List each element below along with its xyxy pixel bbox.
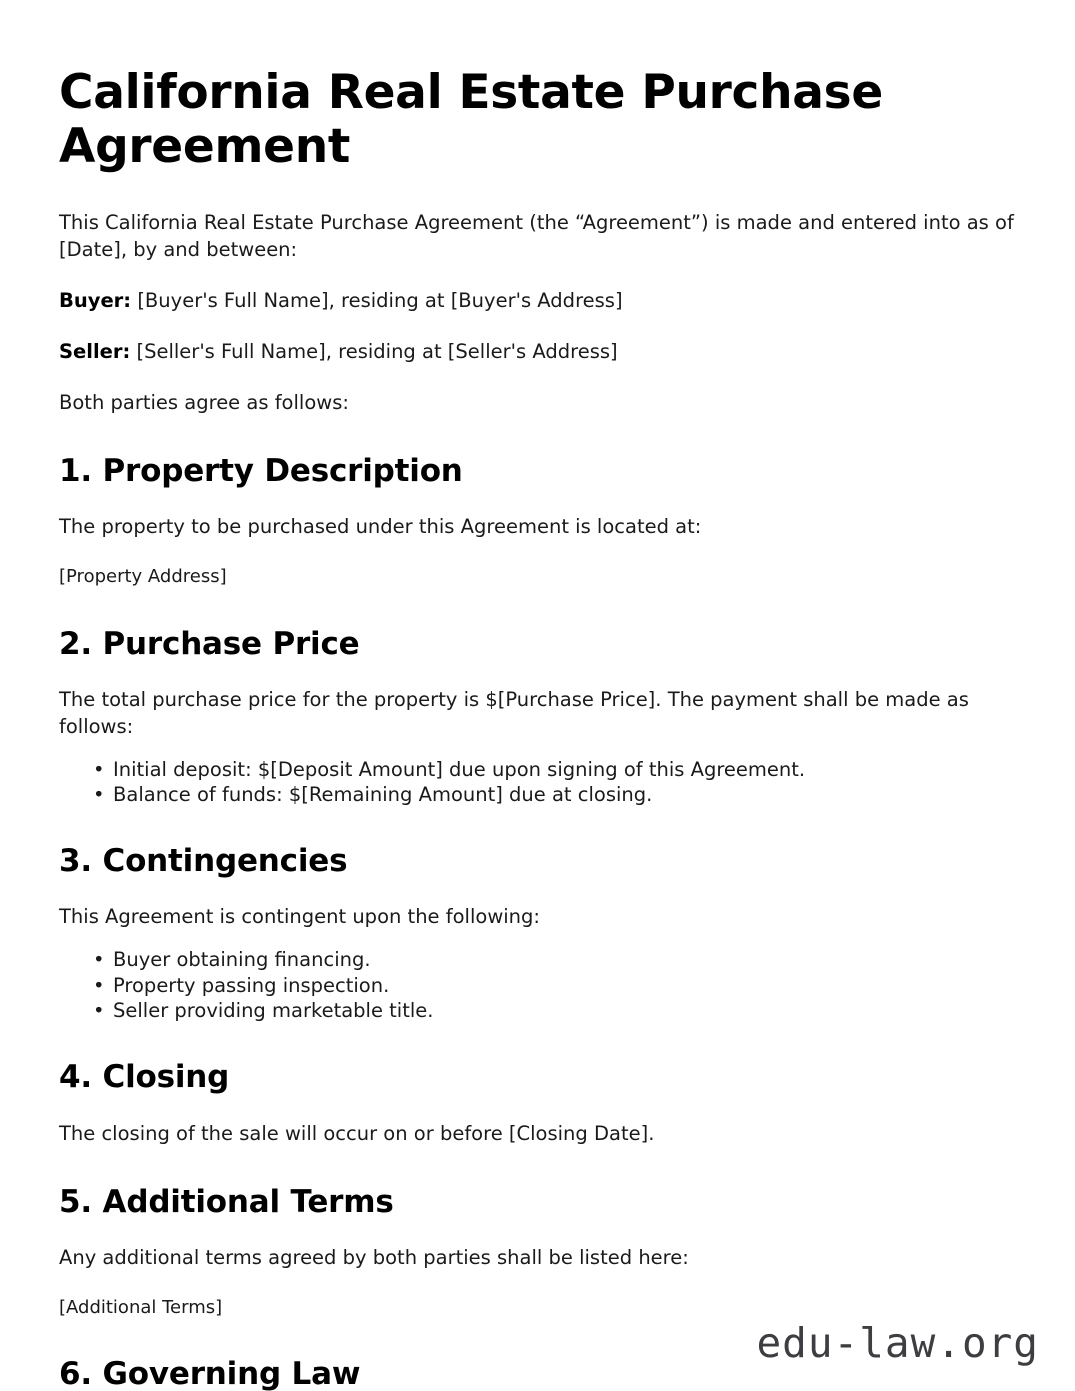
section-3-paragraph: This Agreement is contingent upon the following: (59, 905, 540, 929)
additional-terms-placeholder: [Additional Terms] (59, 1296, 223, 1318)
site-watermark: edu-law.org (756, 1319, 1039, 1367)
section-heading-purchase-price: 2. Purchase Price (59, 625, 360, 662)
section-5-paragraph: Any additional terms agreed by both parties shall be listed here: (59, 1245, 689, 1269)
contingencies-list (59, 931, 1015, 1023)
section-heading-governing-law: 6. Governing Law (59, 1356, 361, 1391)
section-heading-additional-terms: 5. Additional Terms (59, 1183, 394, 1220)
purchase-price-list (59, 741, 1015, 808)
both-parties-agree-line: Both parties agree as follows: (59, 390, 349, 414)
buyer-line (59, 264, 1015, 315)
section-1-paragraph: The property to be purchased under this Agreement is located at: (59, 514, 702, 538)
section-4-paragraph: The closing of the sale will occur on or before [Closing Date]. (59, 1121, 655, 1145)
seller-value: [Seller's Full Name], residing at [Seller's Address] (136, 339, 618, 363)
list-item: • Seller providing marketable title. (59, 998, 1015, 1023)
list-item: • Balance of funds: $[Remaining Amount] due at closing. (59, 782, 1015, 807)
section-heading-contingencies: 3. Contingencies (59, 843, 348, 880)
section-heading-property-description: 1. Property Description (59, 452, 463, 489)
section-2-paragraph: The total purchase price for the property is $[Purchase Price]. The payment shall be made as follows: (59, 687, 969, 738)
buyer-value: [Buyer's Full Name], residing at [Buyer's Address] (137, 288, 623, 312)
document-body (59, 0, 1015, 1391)
list-item: • Property passing inspection. (59, 973, 1015, 998)
page-title: California Real Estate Purchase Agreement (59, 65, 883, 174)
property-address-placeholder: [Property Address] (59, 565, 227, 587)
intro-paragraph: This California Real Estate Purchase Agreement (the “Agreement”) is made and entered into as of [Date], by and between: (59, 211, 1014, 262)
list-item: • Buyer obtaining financing. (59, 947, 1015, 972)
section-heading-closing: 4. Closing (59, 1059, 230, 1096)
buyer-label: Buyer: (59, 288, 132, 312)
list-item: • Initial deposit: $[Deposit Amount] due upon signing of this Agreement. (59, 757, 1015, 782)
seller-line (59, 315, 1015, 366)
seller-label: Seller: (59, 339, 131, 363)
